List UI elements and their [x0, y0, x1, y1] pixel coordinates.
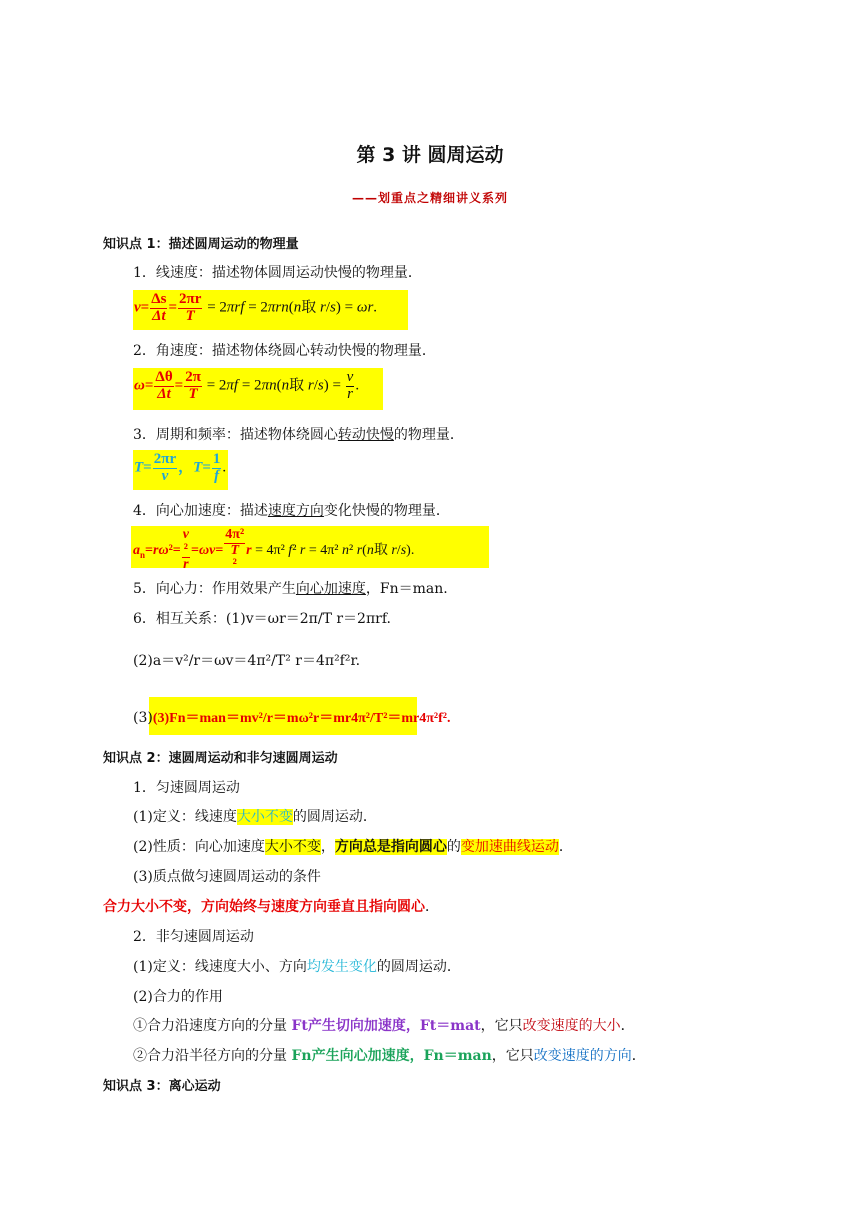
uniform-condition-title: (3)质点做匀速圆周运动的条件 — [133, 869, 321, 885]
item-angular-velocity: 2．角速度：描述物体绕圆心转动快慢的物理量． — [133, 343, 436, 359]
section-heading-1: 知识点 1：描述圆周运动的物理量 — [103, 237, 299, 252]
radial-a: ②合力沿半径方向的分量 — [133, 1048, 292, 1064]
page-subtitle: ——划重点之精细讲义系列 — [351, 191, 508, 205]
item-relations-3: (3)(3)Fn＝man＝mv²/r＝mω²r＝mr4π²/T²＝mr4π²f². — [133, 710, 451, 726]
formula-period: T= $\frac{2\pi r}{v}$ ，T= $\frac{1}{f}$ . — [134, 451, 227, 484]
formula-linear-velocity: v= $\frac{\Delta s}{\Delta t}$ = $\frac{2\pi r}{T}$ = 2πrf = 2πrn(n取 r/s) = ωr. — [134, 291, 378, 324]
force-text-b: ，Fn＝man. — [365, 581, 448, 597]
item-relations-2: (2)a＝v²/r＝ωv＝4π²/T² r＝4π²f²r. — [133, 653, 361, 669]
uniform-property-highlight-1: 大小不变 — [264, 839, 321, 855]
tangential-formula: Ft产生切向加速度，Ft＝mat — [291, 1018, 481, 1034]
uniform-definition-highlight: 大小不变 — [236, 809, 293, 825]
force-text-a: 5．向心力：作用效果产生 — [133, 581, 296, 597]
page-title: 第 3 讲 圆周运动 — [356, 144, 504, 166]
radial-c: ，它只 — [491, 1048, 534, 1064]
tangential-effect: 改变速度的大小 — [522, 1018, 621, 1034]
relations-1-text: 6．相互关系：(1)v＝ωr＝2π/T r＝2πrf. — [133, 611, 391, 627]
tangential-component — [133, 1015, 635, 1035]
uniform-definition-b: 的圆周运动． — [292, 809, 377, 825]
uniform-property-highlight-3: 变加速曲线运动 — [460, 839, 559, 855]
tangential-c: ，它只 — [480, 1018, 523, 1034]
uniform-property-a: (2)性质：向心加速度 — [133, 839, 265, 855]
uniform-definition-a: (1)定义：线速度 — [133, 809, 237, 825]
accel-text-a: 4．向心加速度：描述 — [133, 503, 268, 519]
uniform-condition — [103, 896, 439, 916]
radial-formula: Fn产生向心加速度，Fn＝man — [291, 1048, 492, 1064]
relations-3-formula: (3)Fn＝man＝mv²/r＝mω²r＝mr4π²/T²＝mr4π²f². — [152, 711, 451, 726]
item-relations-1 — [133, 608, 391, 628]
radial-component — [133, 1045, 646, 1065]
nonuniform-definition — [133, 956, 461, 976]
net-force-role: (2)合力的作用 — [133, 989, 223, 1005]
tangential-e: ． — [620, 1018, 635, 1034]
tangential-a: ①合力沿速度方向的分量 — [133, 1018, 292, 1034]
item-linear-velocity: 1．线速度：描述物体圆周运动快慢的物理量． — [133, 265, 422, 281]
item-period-frequency — [133, 424, 464, 444]
nonuniform-title: 2．非匀速圆周运动 — [133, 929, 254, 945]
uniform-definition — [133, 806, 377, 826]
formula-centripetal-acceleration: $a_n=r\omega^2=$ v ² r =ωv= 4π² T ² r = 4π² f² r = 4π² n² r(n取 r/s). — [133, 527, 415, 573]
uniform-property-b: ， — [320, 839, 335, 855]
uniform-property-d: ． — [558, 839, 573, 855]
period-text-underlined: 转动快慢 — [337, 427, 394, 443]
section-heading-2: 知识点 2：速圆周运动和非匀速圆周运动 — [103, 751, 338, 766]
accel-text-underlined: 速度方向 — [267, 503, 324, 519]
period-text-b: 的物理量． — [393, 427, 464, 443]
uniform-property — [133, 836, 573, 856]
uniform-property-c: 的 — [446, 839, 461, 855]
uniform-condition-end: ． — [425, 899, 439, 915]
uniform-circular-title: 1．匀速圆周运动 — [133, 780, 240, 796]
uniform-condition-text: 合力大小不变，方向始终与速度方向垂直且指向圆心 — [103, 899, 425, 915]
period-text-a: 3．周期和频率：描述物体绕圆心 — [133, 427, 338, 443]
force-text-underlined: 向心加速度 — [295, 581, 366, 597]
item-centripetal-force — [133, 578, 448, 598]
accel-text-b: 变化快慢的物理量． — [323, 503, 450, 519]
radial-e: ． — [631, 1048, 646, 1064]
nonuniform-definition-a: (1)定义：线速度大小、方向 — [133, 959, 307, 975]
formula-angular-velocity: ω= $\frac{\Delta\theta}{\Delta t}$ = $\frac{2\pi}{T}$ = 2πf = 2πn(n取 r/s) = $\frac{v}{r}$ . — [134, 369, 360, 402]
nonuniform-definition-highlight: 均发生变化 — [306, 959, 377, 975]
uniform-property-highlight-2: 方向总是指向圆心 — [334, 839, 447, 855]
radial-effect: 改变速度的方向 — [533, 1048, 632, 1064]
item-centripetal-acceleration — [133, 500, 450, 520]
nonuniform-definition-b: 的圆周运动． — [376, 959, 461, 975]
section-heading-3: 知识点 3：离心运动 — [103, 1079, 221, 1094]
